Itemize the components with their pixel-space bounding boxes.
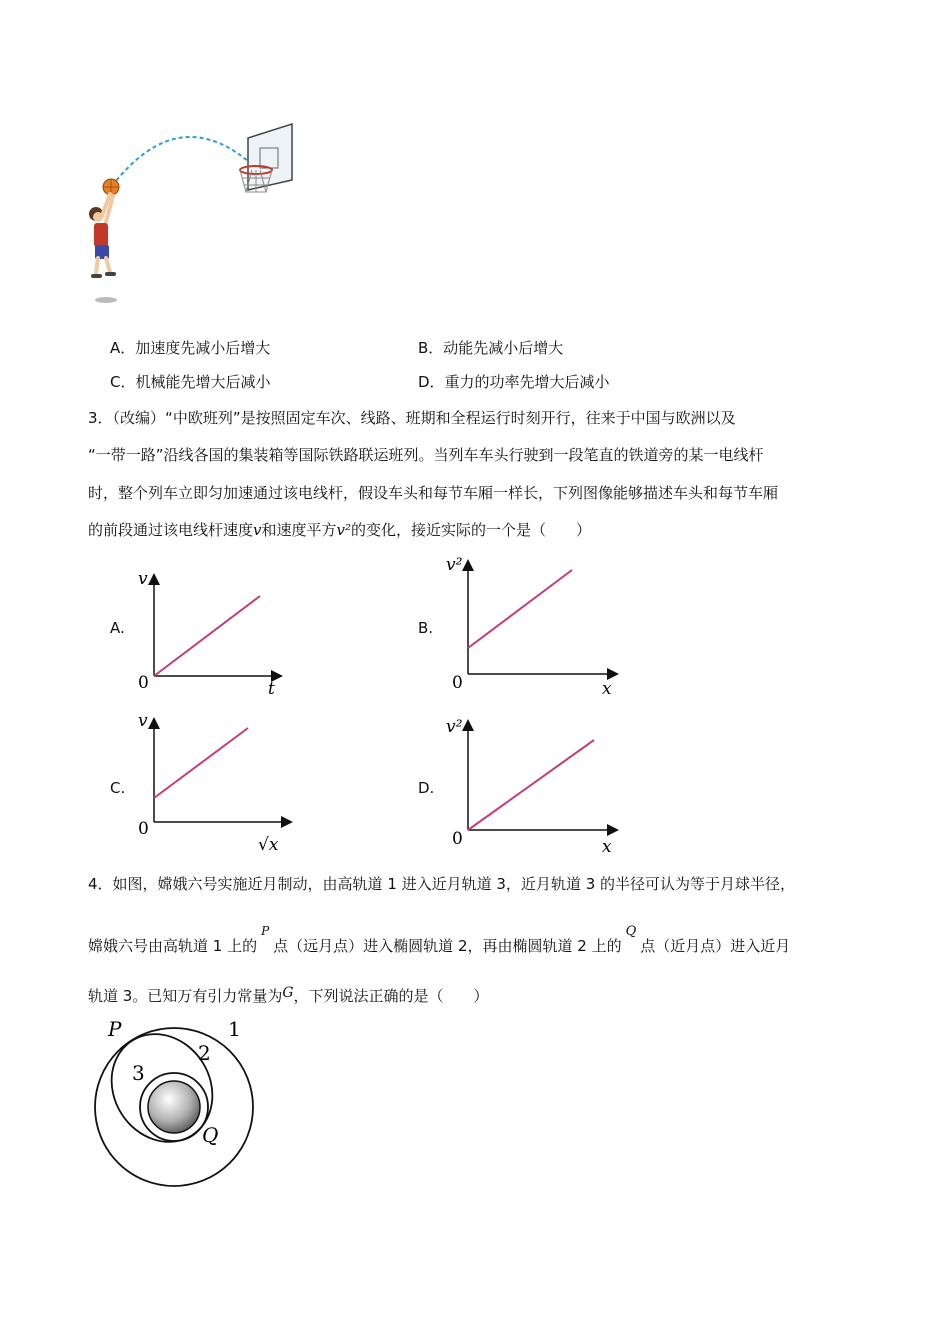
- graph-b: [444, 548, 624, 698]
- y-axis-label: v: [138, 711, 148, 731]
- q3-line-1: 3．（改编）“中欧班列”是按照固定车次、线路、班期和全程运行时刻开行，往来于中国与欧洲以及: [88, 409, 736, 427]
- origin-label: 0: [452, 829, 463, 849]
- graph-line: [154, 596, 260, 676]
- x-axis-label: t: [268, 679, 275, 699]
- origin-label: 0: [138, 819, 149, 839]
- graph-a-label: A.: [110, 619, 125, 637]
- point-q-label: Q: [202, 1123, 219, 1147]
- graph-line: [154, 728, 248, 798]
- q3-line-2: “一带一路”沿线各国的集装箱等国际铁路联运班列。当列车车头行驶到一段笔直的铁道旁的某一电线杆: [88, 446, 764, 464]
- option-a: A．加速度先减小后增大: [110, 339, 271, 357]
- y-axis-label: v: [138, 569, 148, 589]
- x-axis-label: x: [602, 679, 612, 698]
- moon: [148, 1081, 200, 1133]
- basketball-shot-illustration: [80, 118, 310, 308]
- y-axis-label: v²: [446, 717, 463, 737]
- graph-line: [468, 570, 572, 648]
- orbit-diagram: [90, 1018, 280, 1188]
- q4-line-2: 嫦娥六号由高轨道 1 上的$^P$点（远月点）进入椭圆轨道 2，再由椭圆轨道 2 上的Q点（近月点）进入近月: [88, 924, 791, 955]
- orbit-3-label: 3: [132, 1061, 145, 1085]
- origin-label: 0: [138, 673, 149, 693]
- graph-d-label: D.: [418, 779, 435, 797]
- orbit-2-label: 2: [198, 1041, 211, 1065]
- origin-label: 0: [452, 673, 463, 693]
- ball-trajectory: [112, 137, 256, 186]
- option-b: B．动能先减小后增大: [418, 339, 564, 357]
- q4-line-1: 4．如图，嫦娥六号实施近月制动，由高轨道 1 进入近月轨道 3，近月轨道 3 的半径可认为等于月球半径，: [88, 875, 796, 893]
- graph-a: [130, 562, 290, 702]
- player: [89, 194, 117, 303]
- graph-d: [444, 710, 624, 858]
- x-axis-label: x: [602, 837, 612, 857]
- orbit-1-label: 1: [228, 1018, 241, 1041]
- graph-c-label: C.: [110, 779, 126, 797]
- option-d: D．重力的功率先增大后减小: [418, 373, 610, 391]
- graph-b-label: B.: [418, 619, 434, 637]
- q4-line-3: 轨道 3。已知万有引力常量为G，下列说法正确的是（ ）: [88, 985, 489, 1005]
- option-c: C．机械能先增大后减小: [110, 373, 271, 391]
- graph-c: [130, 706, 300, 856]
- x-axis-label: √x: [258, 835, 279, 855]
- y-axis-label: v²: [446, 555, 463, 575]
- q3-line-4: 的前段通过该电线杆速度v和速度平方v²的变化，接近实际的一个是（ ）: [88, 521, 592, 539]
- graph-line: [468, 740, 594, 830]
- backboard: [248, 124, 292, 190]
- point-p-label: P: [108, 1018, 122, 1041]
- q3-line-3: 时，整个列车立即匀加速通过该电线杆，假设车头和每节车厢一样长，下列图像能够描述车头和每节车厢: [88, 484, 779, 502]
